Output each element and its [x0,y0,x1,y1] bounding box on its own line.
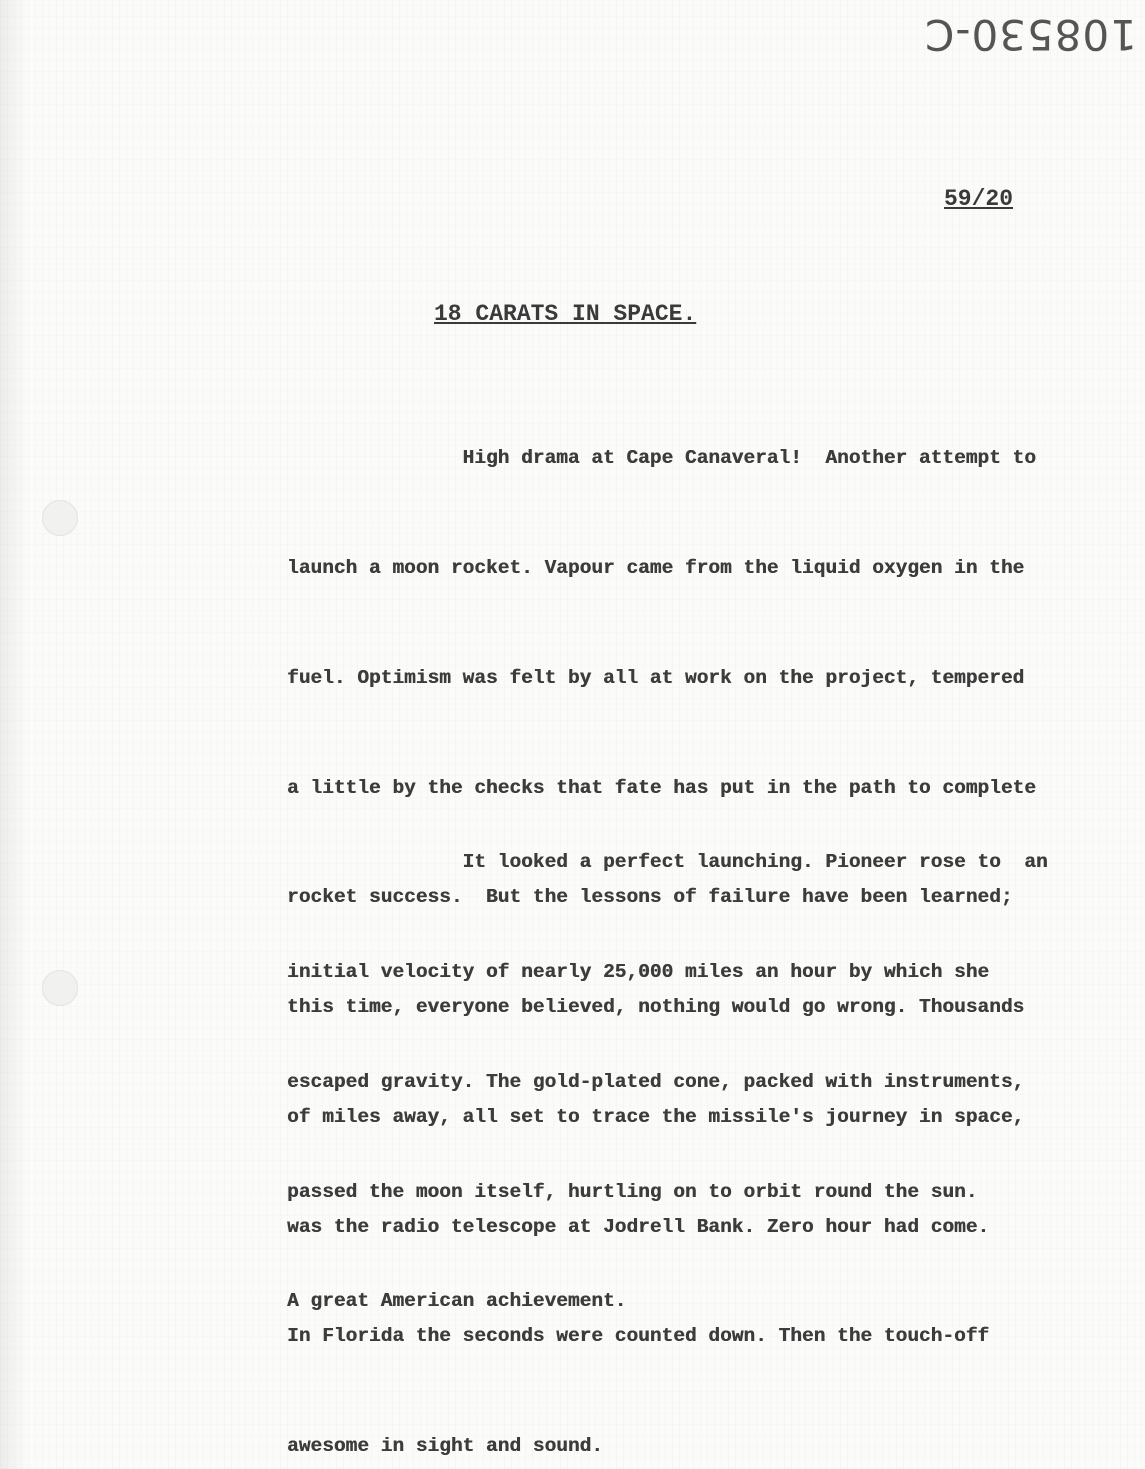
text-line: A great American achievement. [287,1290,627,1313]
text-line: High drama at Cape Canaveral! Another attempt to [287,447,1036,470]
text-line: a little by the checks that fate has put in the path to complete [287,776,1036,799]
text-line: awesome in sight and sound. [287,1435,603,1458]
handwritten-reference-number: 108530-C [924,10,1137,59]
punch-hole-bottom [42,970,78,1006]
text-line: In Florida the seconds were counted down. Then the touch-off [287,1325,990,1348]
page-edge-shadow [0,0,28,1469]
text-line: fuel. Optimism was felt by all at work on the project, tempered [287,666,1025,689]
text-line: of miles away, all set to trace the missile's journey in space, [287,1105,1025,1128]
punch-hole-top [42,500,78,536]
text-line: launch a moon rocket. Vapour came from the liquid oxygen in the [287,556,1025,579]
document-number: 59/20 [944,186,1014,212]
text-line: It looked a perfect launching. Pioneer rose to an [287,851,1048,874]
text-line: passed the moon itself, hurtling on to orbit round the sun. [287,1180,978,1203]
text-line: initial velocity of nearly 25,000 miles an hour by which she [287,960,990,983]
text-line: rocket success. But the lessons of failure have been learned; [287,886,1013,909]
text-line: escaped gravity. The gold-plated cone, packed with instruments, [287,1070,1025,1093]
text-line: this time, everyone believed, nothing would go wrong. Thousands [287,996,1025,1019]
document-title: 18 CARATS IN SPACE. [434,301,697,327]
paragraph-2 [287,771,1087,1393]
text-line: was the radio telescope at Jodrell Bank. Zero hour had come. [287,1215,990,1238]
